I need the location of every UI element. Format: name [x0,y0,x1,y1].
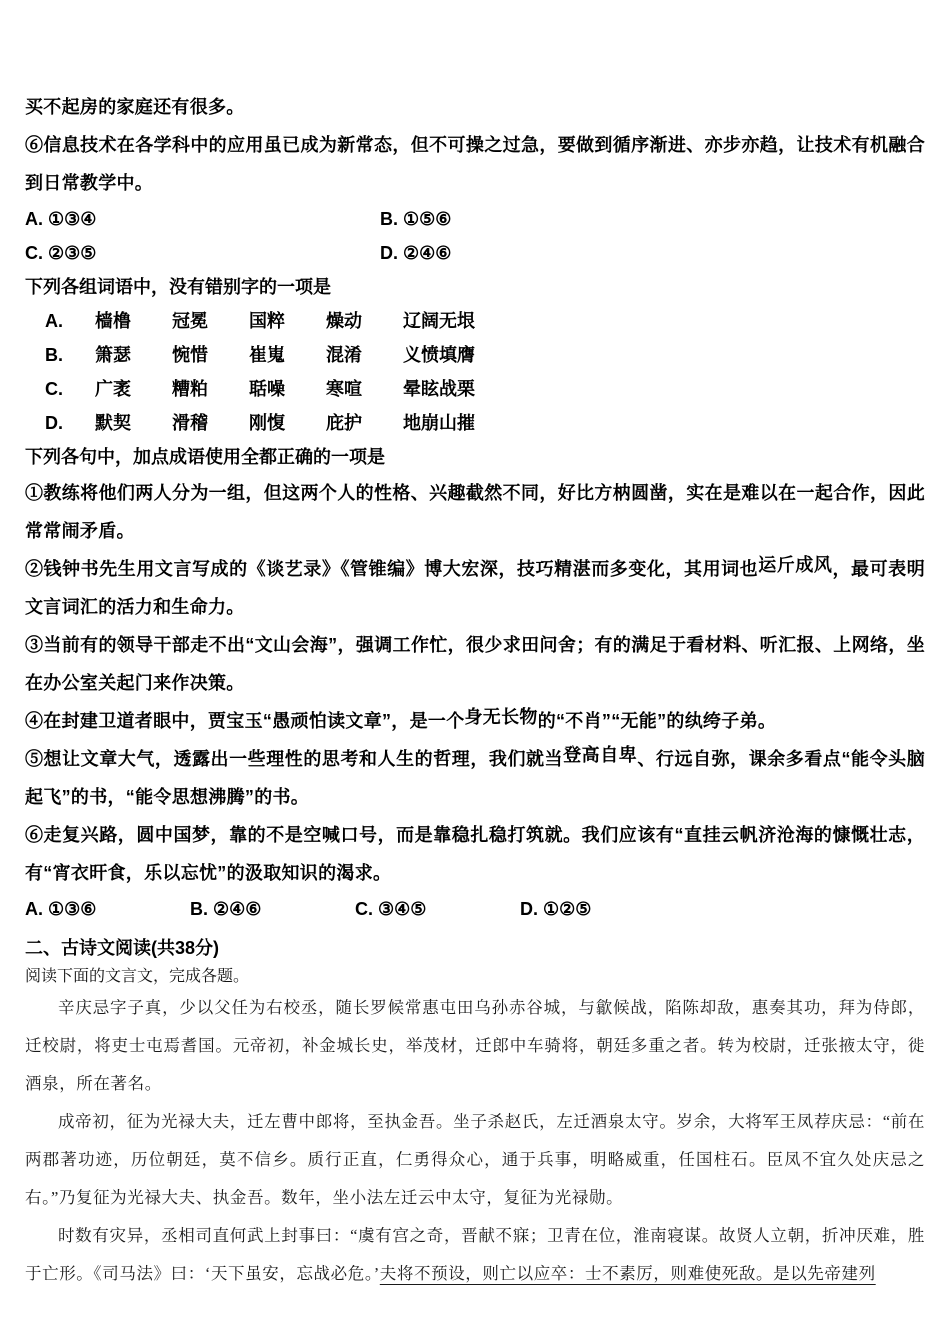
word-cell: 地崩山摧 [403,413,475,433]
word-cell: 樯橹 [95,311,131,331]
classical-text: 时数有灾异，丞相司直何武上封事曰：“虞有宫之奇，晋献不寐；卫青在位，淮南寝谋。故贤人立朝，折冲厌难，胜于亡形。《司马法》曰：‘天下虽安，忘战必危。’ [25,1226,925,1283]
word-cell: 广袤 [95,379,131,399]
row-label: D. [45,413,63,433]
choice-option-c: C. ②③⑤ [25,243,97,263]
sentence-text: 的“不肖”“无能”的纨绔子弟。 [537,711,777,731]
word-cell: 箫瑟 [95,345,131,365]
choice-option-c: C. ③④⑤ [355,899,427,919]
word-cell: 庇护 [326,413,362,433]
sentence-text: ⑥走复兴路，圆中国梦，靠的不是空喊口号，而是靠稳扎稳打筑就。我们应该有“直挂云帆济沧海的慷慨壮志，有“宵衣旰食，乐以忘忧”的汲取知识的渴求。 [25,825,925,883]
row-label: C. [45,379,63,399]
typo-question-stem: 下列各组词语中，没有错别字的一项是 [25,277,331,297]
row-label: A. [45,311,63,331]
idiom-question-stem: 下列各句中，加点成语使用全都正确的一项是 [25,447,385,467]
idiom-sentence-3 [25,626,925,702]
word-cell: 刚愎 [249,413,285,433]
sentence-text: 、行远自弥，课余多看点“能令头脑起飞”的书，“能令思想沸腾”的书。 [25,749,925,807]
word-cell: 糟粕 [172,379,208,399]
intro-paragraph: 买不起房的家庭还有很多。 [25,97,245,117]
underlined-clause: 夫将不预设，则亡以应卒：士不素厉，则难使死敌。是以先帝建列 [379,1264,876,1283]
word-row-b [25,338,925,372]
choice-option-b: B. ②④⑥ [190,899,262,919]
word-row-d [25,406,925,440]
word-cell: 惋惜 [172,345,208,365]
idiom-sentence-6 [25,816,925,892]
sentence-text: ④在封建卫道者眼中，贾宝玉“愚顽怕读文章”，是一个 [25,711,465,731]
sentence-text: ⑤想让文章大气，透露出一些理性的思考和人生的哲理，我们就当 [25,749,564,769]
word-cell: 崔嵬 [249,345,285,365]
word-row-c [25,372,925,406]
classical-paragraph-2: 成帝初，征为光禄大夫，迁左曹中郎将，至执金吾。坐子杀赵氏，左迁酒泉太守。岁余，大将军王凤荐庆忌：“前在两郡著功迹，历位朝廷，莫不信乡。质行正直，仁勇得众心，通于兵事，明略威重，任国柱石。臣凤不宜久处庆忌之右。”乃复征为光禄大夫、执金吾。数年，坐小法左迁云中太守，复征为光禄勋。 [25,1112,925,1207]
section-heading: 二、古诗文阅读(共38分) [25,938,220,958]
idiom-sentence-2 [25,550,925,626]
row-label: B. [45,345,63,365]
sentence-text: ①教练将他们两人分为一组，但这两个人的性格、兴趣截然不同，好比方枘圆凿，实在是难以在一起合作，因此常常闹矛盾。 [25,483,925,541]
choice-option-a: A. ①③④ [25,209,97,229]
idiom-sentence-1 [25,474,925,550]
answer-options-row [25,892,925,926]
classical-paragraph-3 [25,1217,925,1293]
word-cell: 辽阔无垠 [403,311,475,331]
word-cell: 晕眩战栗 [403,379,475,399]
idiom-sentence-5 [25,740,925,816]
sentence-text: ，最可表明文言词汇的活力和生命力。 [25,559,926,617]
choice-option-d: D. ①②⑤ [520,899,592,919]
word-cell: 聒噪 [249,379,285,399]
choice-option-a: A. ①③⑥ [25,899,97,919]
word-cell: 燥动 [326,311,362,331]
word-cell: 国粹 [249,311,285,331]
word-cell: 冠冕 [172,311,208,331]
choice-option-d: D. ②④⑥ [380,243,452,263]
idiom-sentence-4 [25,702,925,740]
emphasized-idiom: 登高自卑 [563,745,638,765]
word-row-a [25,304,925,338]
emphasized-idiom: 运斤成风 [758,555,833,575]
classical-paragraph-1: 辛庆忌字子真，少以父任为右校丞，随长罗候常惠屯田乌孙赤谷城，与歙候战，陷陈却敌，惠奏其功，拜为侍郎，迁校尉，将吏士屯焉耆国。元帝初，补金城长史，举茂材，迁郎中车骑将，朝廷多重之者。转为校尉，迁张掖太守，徙酒泉，所在著名。 [25,998,925,1093]
sentence-text: ③当前有的领导干部走不出“文山会海”，强调工作忙，很少求田问舍；有的满足于看材料、听汇报、上网络，坐在办公室关起门来作决策。 [25,635,925,693]
word-cell: 滑稽 [172,413,208,433]
sentence-text: ②钱钟书先生用文言写成的《谈艺录》《管锥编》博大宏深，技巧精湛而多变化，其用词也 [25,559,759,579]
reading-instruction: 阅读下面的文言文，完成各题。 [25,968,250,985]
item-6-sentence: ⑥信息技术在各学科中的应用虽已成为新常态，但不可操之过急，要做到循序渐进、亦步亦趋，让技术有机融合到日常教学中。 [25,135,925,193]
word-cell: 默契 [95,413,131,433]
choice-grid-numbers [25,202,925,270]
word-cell: 寒喧 [326,379,362,399]
emphasized-idiom: 身无长物 [464,707,538,727]
choice-option-b: B. ①⑤⑥ [380,209,452,229]
word-cell: 混淆 [326,345,362,365]
word-cell: 义愤填膺 [403,345,475,365]
classical-passage [25,989,925,1293]
